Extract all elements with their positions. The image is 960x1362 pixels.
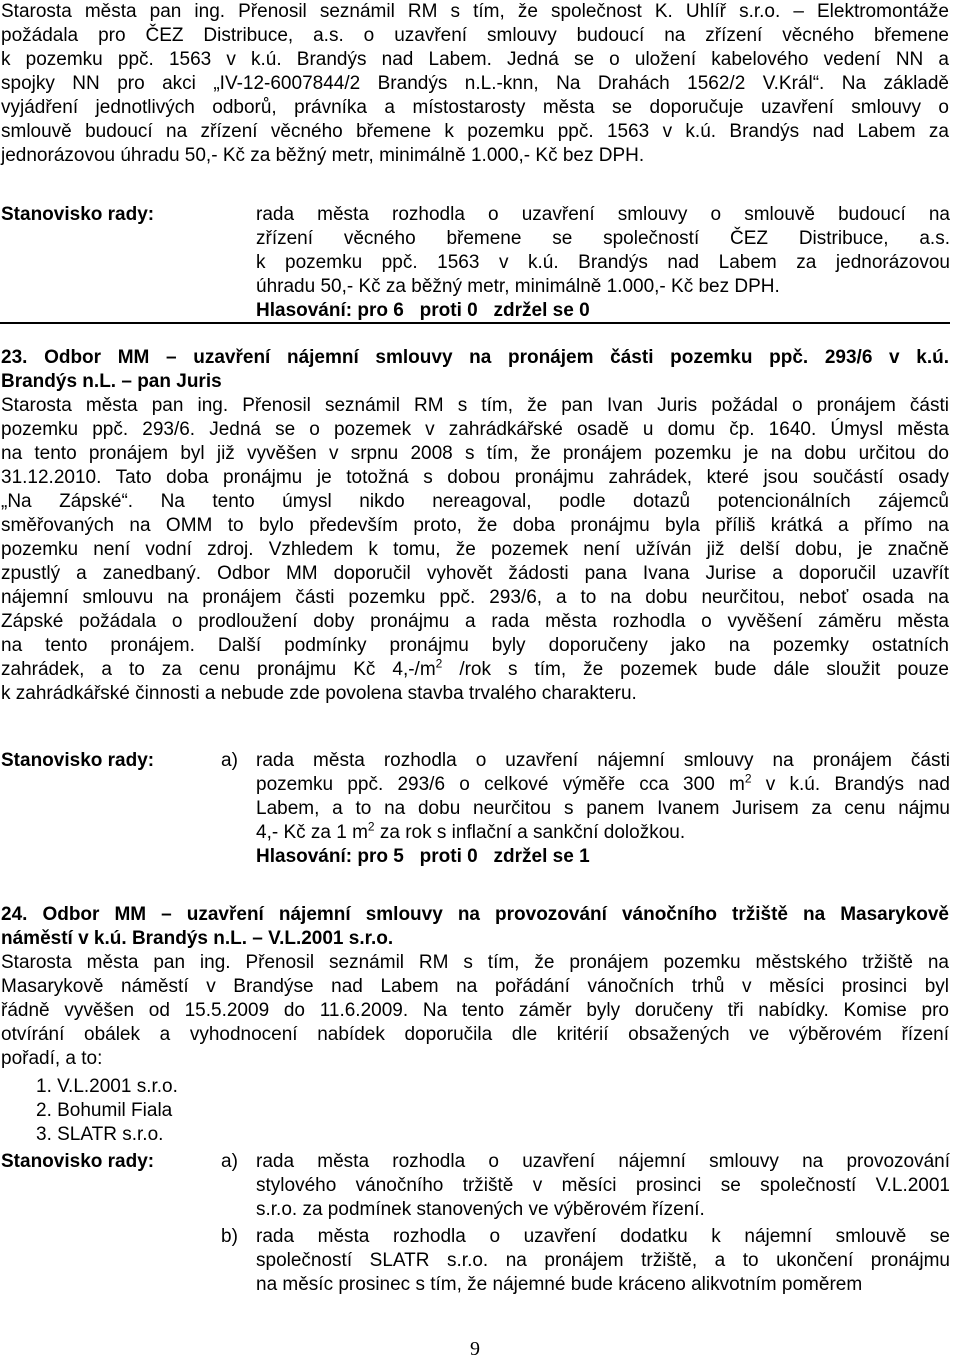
text-segment: zahrádek, a to za cenu pronájmu Kč 4,-/m [1,659,436,680]
text-line: rada města rozhodla o uzavření nájemní smlouvy na pronájem části [256,750,950,771]
text-line: k zahrádkářské činnosti a nebude zde povolena stavba trvalého charakteru. [1,683,637,704]
text-line: „Na Zápské“. Na tento úmysl nikdo nereagoval, podle dotazů potencionálních zájemců [1,491,949,512]
text-segment: /rok s tím, že pozemek bude dále sloužit pouze [442,659,949,680]
page-number: 9 [470,1338,480,1360]
superscript: 2 [367,819,375,834]
text-line: na tento pronájem byl již vyvěšen v srpnu 2008 s tím, že pronájem pozemku je na dobu určitou do [1,443,949,464]
text-line: rada města rozhodla o uzavření dodatku k nájemní smlouvě se [256,1226,950,1247]
vote-result: Hlasování: pro 6 proti 0 zdržel se 0 [256,300,590,321]
text-line: s.r.o. za podmínek stanovených ve výběrovém řízení. [256,1199,705,1220]
intro-paragraph [1,0,949,168]
text-line: Starosta města pan ing. Přenosil seznámil RM s tím, že společnost K. Uhlíř s.r.o. – Elektromontáže [1,1,949,22]
text-line: Zápské požádala o prodloužení doby pronájmu a rada města rozhodla o vyvěšení záměru města [1,611,949,632]
item-letter: a) [221,1151,238,1172]
text-segment: v k.ú. Brandýs nad [751,774,950,795]
heading-line: 24. Odbor MM – uzavření nájemní smlouvy na provozování vánočního tržiště na Masarykově [1,904,949,925]
text-line: zřízení věcného břemene se společností ČEZ Distribuce, a.s. [256,228,950,249]
text-line: Masarykově náměstí v Brandýse nad Labem na pořádání vánočních trhů v měsíci prosinci byl [1,976,949,997]
text-line [1,658,949,682]
text-line: pořadí, a to: [1,1048,103,1069]
text-line: k pozemku ppč. 1563 v k.ú. Brandýs nad Labem za jednorázovou [256,252,950,273]
heading-line: náměstí v k.ú. Brandýs n.L. – V.L.2001 s.r.o. [1,928,394,949]
text-line: požádala pro ČEZ Distribuce, a.s. o uzavření smlouvy budoucí na zřízení věcného břemene [1,25,949,46]
text-line: směřovaných na OMM to bylo především proto, že doba pronájmu byla příliš krátká a přímo na [1,515,949,536]
text-line: stylového vánočního tržiště v měsíci prosinci se společností V.L.2001 [256,1175,950,1196]
heading-line: Brandýs n.L. – pan Juris [1,371,222,392]
item-letter: a) [221,750,238,771]
list-item: 1. V.L.2001 s.r.o. [36,1076,178,1097]
list-item: 2. Bohumil Fiala [36,1100,173,1121]
superscript: 2 [744,771,752,786]
decision-text [256,203,950,323]
section-heading-24 [1,903,949,951]
text-line: zpustlý a zanedbaný. Odbor MM doporučil vyhovět žádosti pana Ivana Jurise a doporučil uzavřít [1,563,949,584]
text-segment: za rok s inflační a sankční doložkou. [374,822,686,843]
text-line: Starosta města pan ing. Přenosil seznámil RM s tím, že pan Ivan Juris požádal o pronájem části [1,395,949,416]
text-line: spojky NN pro akci „IV-12-6007844/2 Brandýs n.L.-knn, Na Drahách 1562/2 V.Král“. Na základě [1,73,949,94]
text-line: na měsíc prosinec s tím, že nájemné bude kráceno alikvotním poměrem [256,1274,863,1295]
text-line: řádně vyvěšen od 15.5.2009 do 11.6.2009. Na tento záměr byly doručeny tři nabídky. Komise pro [1,1000,949,1021]
ranking-list [36,1075,178,1147]
text-line: úhradu 50,- Kč za běžný metr, minimálně 1.000,- Kč bez DPH. [256,276,780,297]
text-line: rada města rozhodla o uzavření smlouvy o smlouvě budoucí na [256,204,950,225]
stanovisko-label: Stanovisko rady: [1,750,155,771]
text-line [256,821,950,845]
text-line: 31.12.2010. Tato doba pronájmu je totožná s dobou pronájmu zahrádek, které jsou součástí osady [1,467,949,488]
section-divider [0,322,950,324]
text-line: jednorázovou úhradu 50,- Kč za běžný metr, minimálně 1.000,- Kč bez DPH. [1,145,645,166]
text-line: rada města rozhodla o uzavření nájemní smlouvy na provozování [256,1151,950,1172]
heading-line: 23. Odbor MM – uzavření nájemní smlouvy na pronájem části pozemku ppč. 293/6 v k.ú. [1,347,949,368]
text-line [256,773,950,797]
text-line: pozemku ppč. 293/6. Jedná se o pozemek v zahrádkářské osadě u domu čp. 1640. Úmysl města [1,419,949,440]
text-line: Starosta města pan ing. Přenosil seznámil RM s tím, že pronájem pozemku městského tržiště na [1,952,949,973]
text-segment: pozemku ppč. 293/6 o celkové výměře cca 300 m [256,774,745,795]
stanovisko-label: Stanovisko rady: [1,204,155,225]
vote-result: Hlasování: pro 5 proti 0 zdržel se 1 [256,846,590,867]
superscript: 2 [435,656,443,671]
decision-text [256,1225,950,1297]
item-letter: b) [221,1226,238,1247]
decision-text [256,1150,950,1222]
section-heading-23 [1,346,949,394]
decision-text [256,749,950,869]
text-line: pozemku není vodní zdroj. Vzhledem k tomu, že pozemek není užíván již delší dobu, je značně [1,539,949,560]
text-line: společností SLATR s.r.o. na pronájem tržiště, a to ukončení pronájmu [256,1250,950,1271]
text-line: otvírání obálek a vyhodnocení nabídek doporučila dle kritérií obsažených ve výběrovém řízení [1,1024,949,1045]
text-segment: 4,- Kč za 1 m [256,822,368,843]
item23-paragraph [1,394,949,706]
text-line: na tento pronájem. Další podmínky pronájmu byly doporučeny jako na pozemky ostatních [1,635,949,656]
text-line: k pozemku ppč. 1563 v k.ú. Brandýs nad Labem. Jedná se o uložení kabelového vedení NN a [1,49,949,70]
list-item: 3. SLATR s.r.o. [36,1124,164,1145]
text-line: vyjádření jednotlivých odborů, právníka a místostarosty města se doporučuje uzavření smlouvy o [1,97,949,118]
text-line: Labem, a to na dobu neurčitou s panem Ivanem Jurisem za cenu nájmu [256,798,950,819]
text-line: smlouvě budoucí na zřízení věcného břemene k pozemku ppč. 1563 v k.ú. Brandýs nad Labem za [1,121,949,142]
text-line: nájemní smlouvu na pronájem části pozemku ppč. 293/6, a to na dobu neurčitou, neboť osada na [1,587,949,608]
stanovisko-label: Stanovisko rady: [1,1151,155,1172]
item24-paragraph [1,951,949,1071]
